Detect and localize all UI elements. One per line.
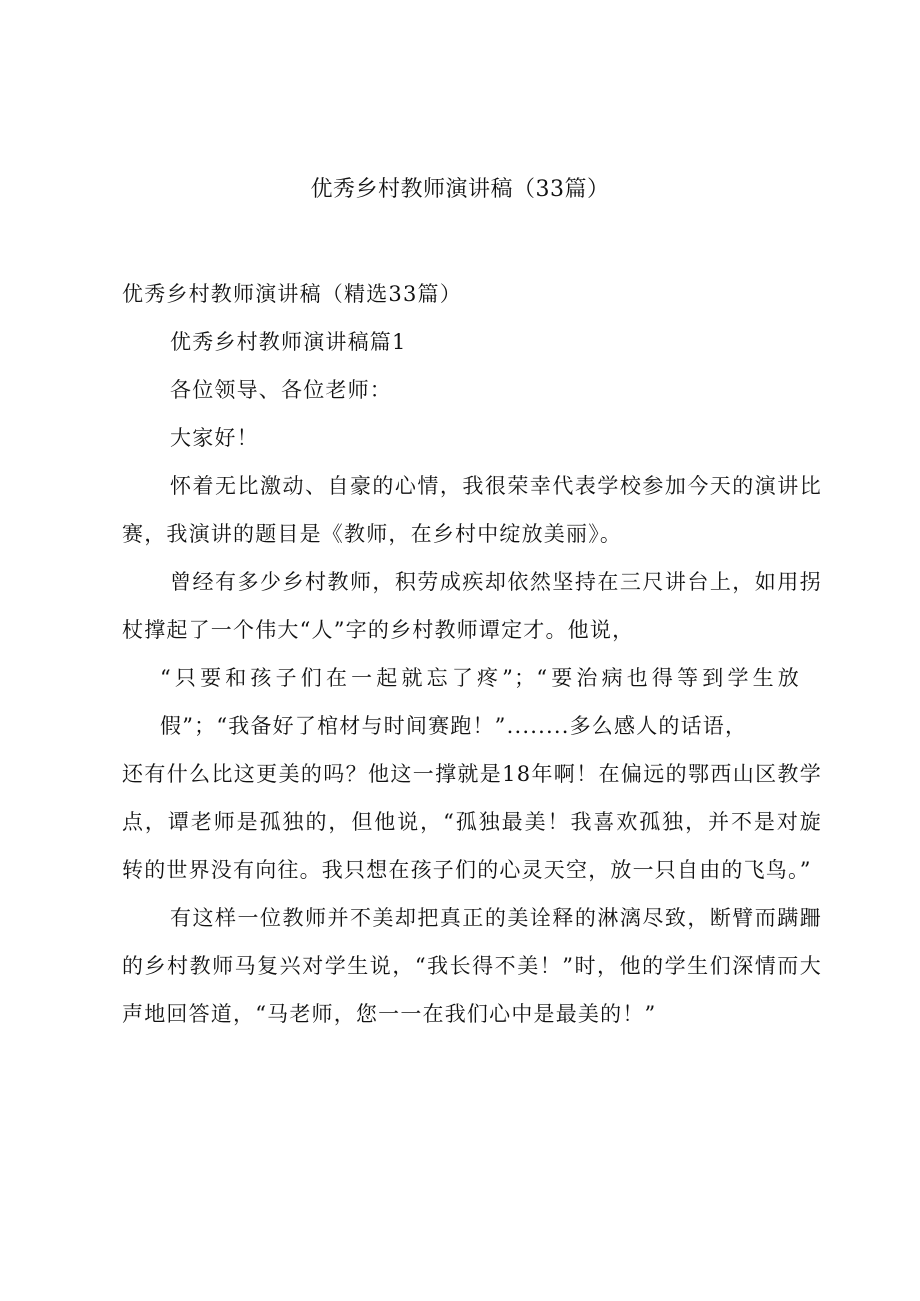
paragraph-2: 曾经有多少乡村教师，积劳成疾却依然坚持在三尺讲台上，如用拐杖撑起了一个伟大“人”字的乡村教师谭定才。他说， bbox=[122, 570, 822, 642]
quote-block: “只要和孩子们在一起就忘了疼”；“要治病也得等到学生放假”；“我备好了棺材与时间赛跑！”........多么感人的话语， bbox=[160, 666, 800, 738]
section-heading: 优秀乡村教师演讲稿篇1 bbox=[170, 330, 407, 354]
document-subtitle: 优秀乡村教师演讲稿（精选33篇） bbox=[122, 282, 462, 306]
greeting: 各位领导、各位老师： bbox=[170, 378, 392, 402]
document-title: 优秀乡村教师演讲稿（33篇） bbox=[310, 177, 610, 202]
salutation: 大家好！ bbox=[170, 426, 259, 450]
paragraph-1: 怀着无比激动、自豪的心情，我很荣幸代表学校参加今天的演讲比赛，我演讲的题目是《教师，在乡村中绽放美丽》。 bbox=[122, 474, 822, 546]
document-body bbox=[122, 270, 822, 1038]
paragraph-3: 还有什么比这更美的吗？他这一撑就是18年啊！在偏远的鄂西山区教学点，谭老师是孤独的，但他说，“孤独最美！我喜欢孤独，并不是对旋转的世界没有向往。我只想在孩子们的心灵天空，放一只自由的飞鸟。” bbox=[122, 762, 822, 882]
paragraph-4: 有这样一位教师并不美却把真正的美诠释的淋漓尽致，断臂而蹒跚的乡村教师马复兴对学生说，“我长得不美！”时，他的学生们深情而大声地回答道，“马老师，您一一在我们心中是最美的！” bbox=[122, 906, 822, 1026]
